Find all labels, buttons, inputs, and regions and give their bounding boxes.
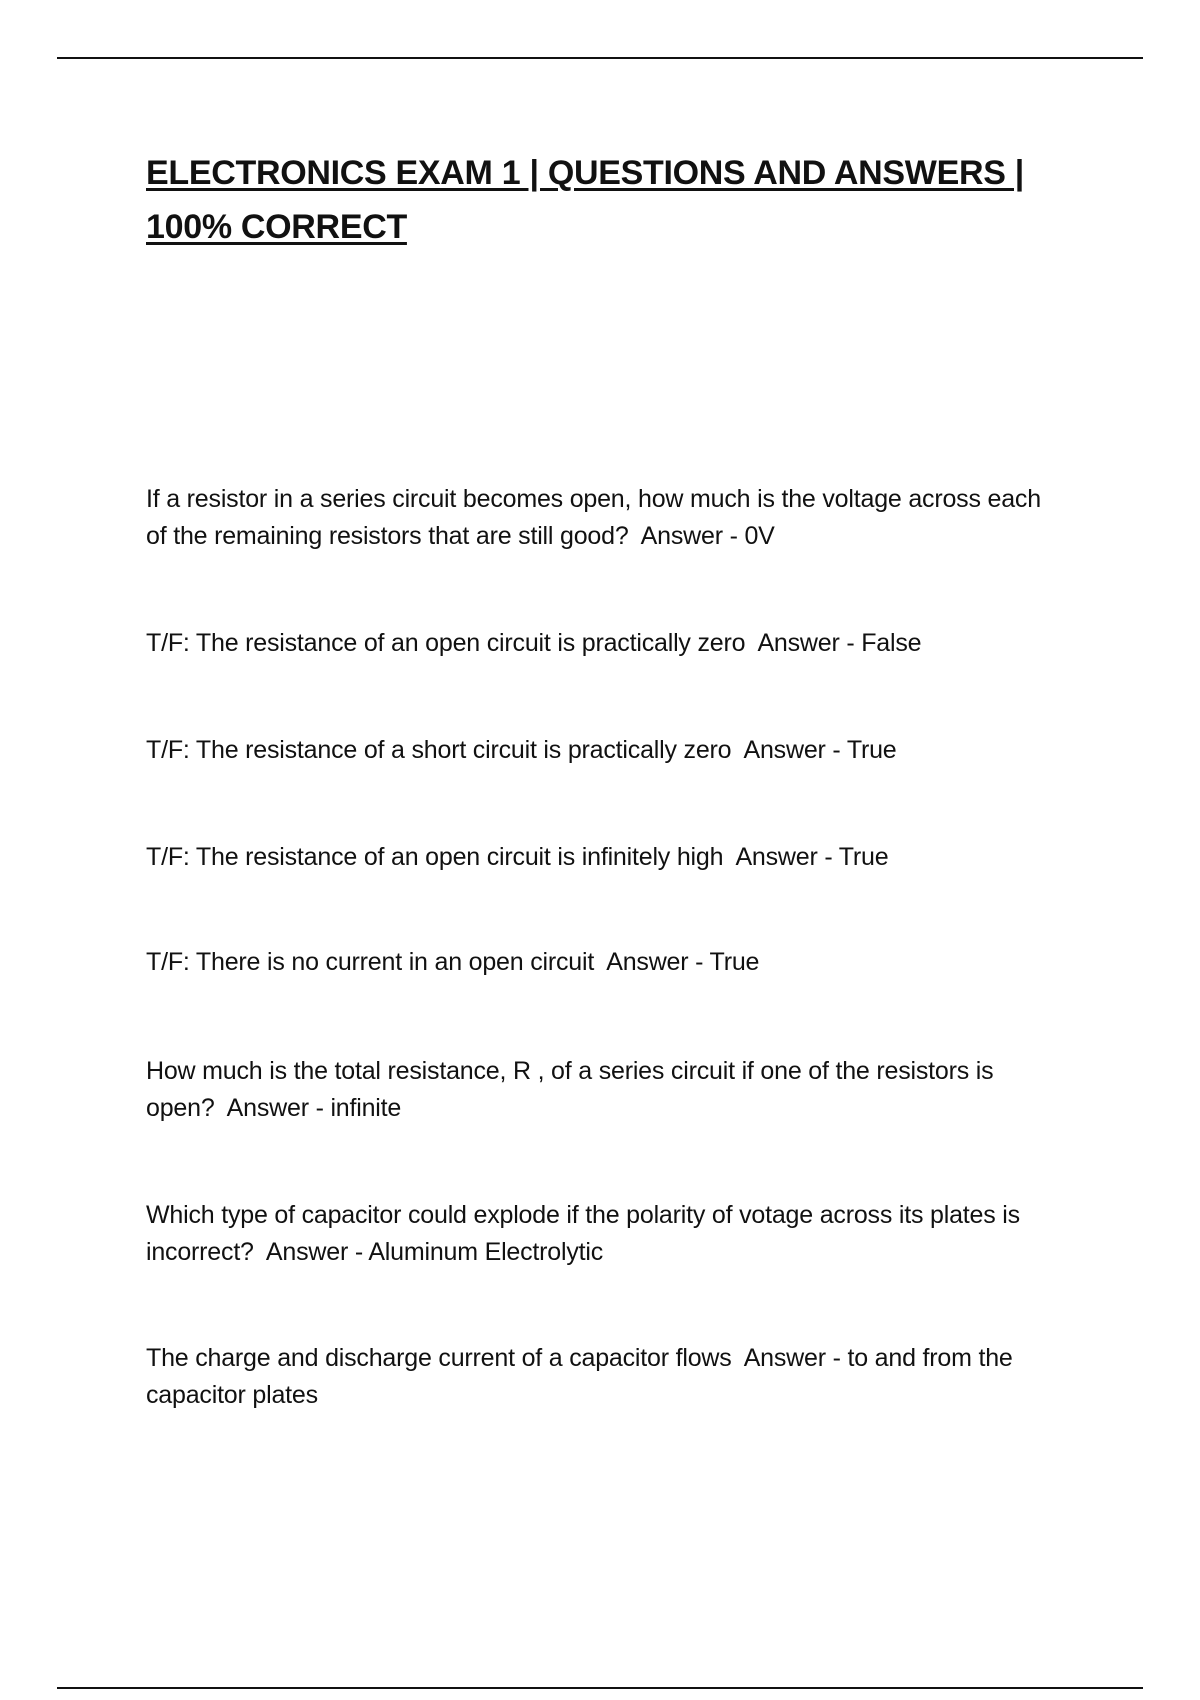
question-text: Which type of capacitor could explode if the polarity of votage across its plates is incorrect? (146, 1201, 1020, 1266)
qa-item-3 (146, 732, 1066, 769)
qa-item-7 (146, 1197, 1066, 1271)
answer-prefix: Answer - (606, 948, 710, 976)
answer-prefix: Answer - (757, 629, 862, 657)
answer-text: 0V (744, 522, 775, 550)
answer-prefix: Answer - (640, 522, 745, 550)
document-title: ELECTRONICS EXAM 1 | QUESTIONS AND ANSWERS | 100% CORRECT (146, 154, 1024, 246)
qa-item-6 (146, 1053, 1066, 1127)
answer-prefix: Answer - (226, 1094, 331, 1122)
answer-text: True (838, 843, 889, 871)
question-text: If a resistor in a series circuit becomes open, how much is the voltage across each of the remaining resistors that are still good? (146, 485, 1041, 550)
answer-text: False (861, 629, 922, 657)
answer-prefix: Answer - (743, 736, 847, 764)
qa-item-2 (146, 625, 1066, 662)
question-text: How much is the total resistance, R , of a series circuit if one of the resistors is open? (146, 1057, 994, 1122)
answer-prefix: Answer - (265, 1238, 369, 1266)
answer-text: True (709, 948, 760, 976)
top-rule (57, 57, 1143, 59)
question-text: The charge and discharge current of a capacitor flows (146, 1344, 732, 1372)
question-text: T/F: The resistance of an open circuit is practically zero (146, 629, 746, 657)
question-text: T/F: The resistance of an open circuit is infinitely high (146, 843, 724, 871)
qa-item-8 (146, 1340, 1066, 1414)
answer-prefix: Answer - (743, 1344, 848, 1372)
qa-item-4 (146, 839, 1066, 876)
qa-item-1 (146, 481, 1066, 555)
answer-prefix: Answer - (735, 843, 839, 871)
question-text: T/F: There is no current in an open circuit (146, 948, 595, 976)
answer-text: infinite (330, 1094, 402, 1122)
question-text: T/F: The resistance of a short circuit is practically zero (146, 736, 732, 764)
answer-text: Aluminum Electrolytic (368, 1238, 604, 1266)
answer-text: True (846, 736, 897, 764)
qa-item-5 (146, 944, 1066, 981)
bottom-rule (57, 1687, 1143, 1689)
answer-text: to and from the capacitor plates (146, 1344, 1013, 1409)
